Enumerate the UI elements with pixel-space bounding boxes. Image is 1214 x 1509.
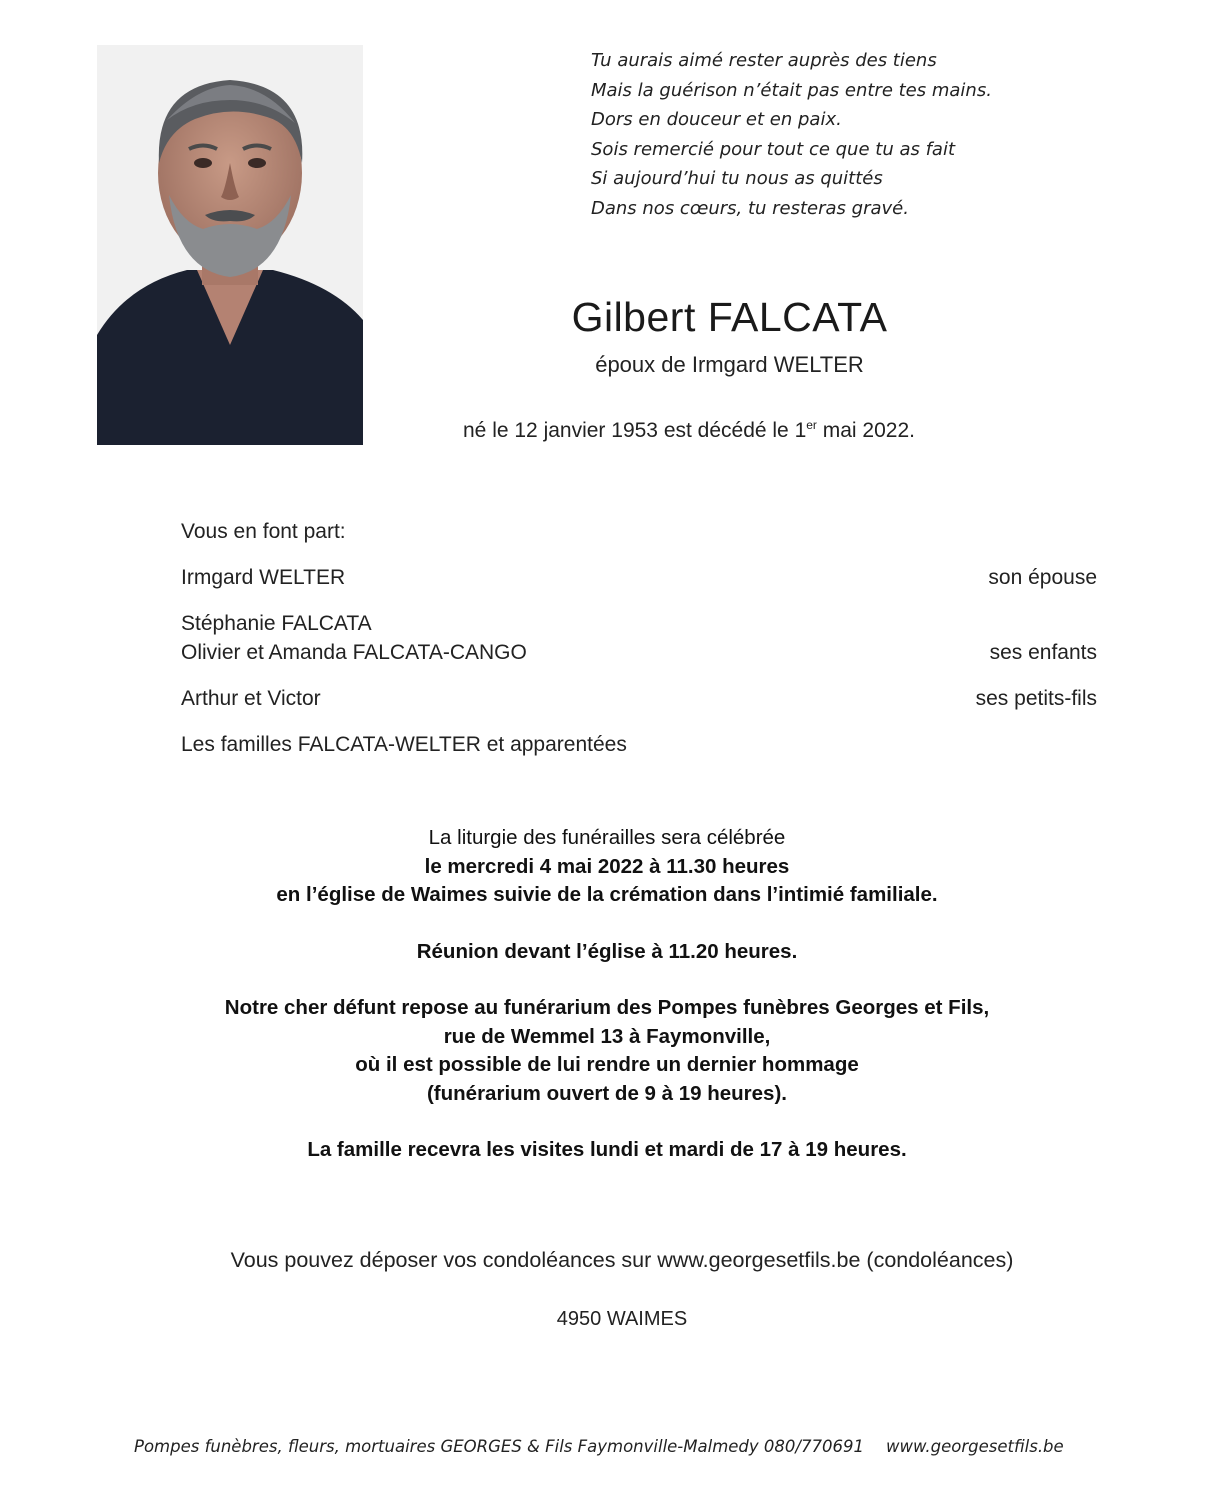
town-address: 4950 WAIMES [556, 1308, 688, 1330]
dates-superscript: er [806, 418, 817, 432]
poem-line: Mais la guérison n’était pas entre tes mains. [591, 79, 992, 101]
mourner-names [181, 563, 345, 592]
mourner-name: Stéphanie FALCATA [181, 612, 372, 635]
poem-line: Dans nos cœurs, tu resteras gravé. [591, 197, 909, 219]
poem-line: Si aujourd’hui tu nous as quittés [591, 168, 883, 189]
rest-hours: (funérarium ouvert de 9 à 19 heures). [426, 1081, 787, 1105]
poem-line: Dors en douceur et en paix. [591, 109, 842, 130]
mourners-list [181, 518, 1097, 759]
mourner-name: Les familles FALCATA-WELTER et apparentées [181, 733, 627, 756]
meeting-time: Réunion devant l’église à 11.20 heures. [416, 939, 798, 963]
dates-text-end: mai 2022. [816, 419, 915, 442]
mourners-intro: Vous en font part: [181, 520, 346, 543]
mourner-name: Olivier et Amanda FALCATA-CANGO [181, 641, 527, 664]
portrait-photo [97, 45, 363, 445]
footer [134, 1437, 1064, 1456]
portrait-illustration [97, 45, 363, 445]
dates-text: né le 12 janvier 1953 est décédé le 1 [463, 419, 807, 442]
birth-death-dates [463, 418, 915, 443]
footer-company: Pompes funèbres, fleurs, mortuaires GEORGES & Fils Faymonville-Malmedy 080/770691 [134, 1437, 864, 1456]
poem-line: Sois remercié pour tout ce que tu as fait [591, 138, 956, 160]
mourner-relation: ses petits-fils [975, 687, 1097, 710]
ceremony-date: le mercredi 4 mai 2022 à 11.30 heures [424, 854, 790, 878]
poem-line: Tu aurais aimé rester auprès des tiens [591, 50, 937, 71]
mourner-relation: son épouse [988, 566, 1097, 589]
spouse-line: époux de Irmgard WELTER [595, 352, 864, 377]
mourner-name: Arthur et Victor [181, 687, 321, 710]
mourner-row [181, 563, 1097, 592]
poem [591, 46, 992, 223]
mourner-relation: ses enfants [989, 641, 1097, 664]
rest-address: rue de Wemmel 13 à Faymonville, [443, 1024, 771, 1048]
mourner-names [181, 609, 527, 667]
ceremony-place: en l’église de Waimes suivie de la crémation dans l’intimié familiale. [276, 883, 938, 906]
mourner-names [181, 684, 321, 713]
ceremony-details [0, 824, 1214, 1165]
mourner-row [181, 730, 1097, 759]
rest-line: Notre cher défunt repose au funérarium des Pompes funèbres Georges et Fils, [224, 996, 990, 1019]
mourner-names [181, 730, 627, 759]
mourner-name: Irmgard WELTER [181, 566, 346, 589]
visits-line: La famille recevra les visites lundi et mardi de 17 à 19 heures. [307, 1138, 907, 1161]
ceremony-line: La liturgie des funérailles sera célébrée [428, 826, 786, 849]
deceased-name: Gilbert FALCATA [571, 294, 888, 340]
rest-line: où il est possible de lui rendre un dernier hommage [355, 1053, 859, 1076]
mourner-row [181, 684, 1097, 713]
footer-website: www.georgesetfils.be [885, 1437, 1064, 1456]
mourner-row [181, 609, 1097, 667]
condolences-line: Vous pouvez déposer vos condoléances sur www.georgesetfils.be (condoléances) [230, 1248, 1014, 1272]
